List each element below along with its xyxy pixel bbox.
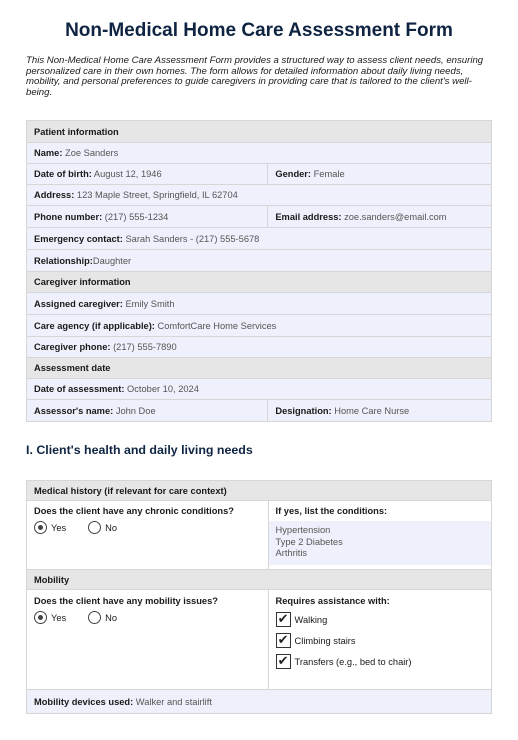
assessor-name-value: John Doe [115, 405, 156, 416]
assist-walking-option[interactable] [276, 612, 484, 627]
designation-label: Designation: [275, 405, 332, 416]
mobility-devices-label: Mobility devices used: [34, 696, 134, 707]
care-agency-value: ComfortCare Home Services [157, 320, 277, 331]
relationship-field[interactable] [27, 250, 492, 272]
phone-label: Phone number: [34, 211, 103, 222]
designation-field[interactable] [268, 400, 492, 422]
caregiver-phone-value: (217) 555-7890 [113, 342, 177, 352]
care-agency-field[interactable] [27, 315, 492, 337]
assessment-date-heading: Assessment date [27, 358, 492, 379]
chronic-yes-label: Yes [51, 522, 67, 533]
stairs-checkbox[interactable]: ✔ [276, 633, 291, 648]
name-field[interactable] [27, 143, 492, 164]
patient-info-table [26, 120, 492, 422]
chronic-no-label: No [105, 522, 118, 533]
mobility-heading: Mobility [27, 570, 492, 590]
relationship-value: Daughter [92, 255, 132, 266]
section-1-title: I. Client's health and daily living needs [26, 443, 253, 457]
gender-field[interactable] [268, 164, 492, 185]
mobility-yes-radio[interactable] [34, 611, 47, 624]
dob-label: Date of birth: [34, 169, 92, 179]
chronic-yes-option[interactable] [34, 521, 66, 534]
assist-stairs-option[interactable] [276, 633, 484, 648]
assigned-caregiver-field[interactable] [27, 293, 492, 315]
address-field[interactable] [27, 185, 492, 206]
form-title: Non-Medical Home Care Assessment Form [65, 20, 453, 41]
caregiver-info-heading: Caregiver information [27, 272, 492, 293]
assessment-date-value: October 10, 2024 [127, 384, 199, 394]
address-value: 123 Maple Street, Springfield, IL 62704 [76, 190, 238, 200]
chronic-no-option[interactable] [88, 521, 117, 534]
assessor-name-label: Assessor's name: [34, 405, 114, 416]
mobility-no-option[interactable] [88, 611, 117, 624]
emergency-contact-field[interactable] [27, 228, 492, 250]
patient-info-heading: Patient information [27, 121, 492, 143]
care-agency-label: Care agency (if applicable): [34, 320, 155, 331]
gender-value: Female [313, 169, 345, 179]
designation-value: Home Care Nurse [334, 405, 410, 416]
assessment-date-label: Date of assessment: [34, 384, 125, 394]
mobility-yes-option[interactable] [34, 611, 66, 624]
email-value: zoe.sanders@email.com [344, 211, 447, 222]
caregiver-phone-field[interactable] [27, 337, 492, 358]
address-label: Address: [34, 190, 75, 200]
health-needs-table [26, 480, 492, 714]
mobility-issues-question: Does the client have any mobility issues? [34, 596, 218, 606]
condition-item: Hypertension [275, 525, 331, 535]
assistance-label: Requires assistance with: [275, 596, 390, 606]
relationship-label: Relationship: [34, 255, 93, 266]
assigned-caregiver-value: Emily Smith [125, 298, 175, 309]
conditions-list-field[interactable] [269, 521, 491, 565]
phone-value: (217) 555-1234 [104, 211, 169, 222]
walking-label: Walking [294, 614, 328, 625]
emergency-contact-value: Sarah Sanders - (217) 555-5678 [125, 233, 260, 244]
emergency-contact-label: Emergency contact: [34, 233, 123, 244]
dob-field[interactable] [27, 164, 268, 185]
form-intro: This Non-Medical Home Care Assessment Form provides a structured way to assess client needs, ensuring personalized care in their own homes. The form allows for detailed information about daily living needs, mobility, and personal preferences to guide caregivers in providing care that is tailored to the client's well-being. [26, 55, 484, 98]
condition-item: Arthritis [275, 548, 308, 558]
transfers-checkbox[interactable]: ✔ [276, 654, 291, 669]
email-field[interactable] [268, 206, 492, 228]
chronic-yes-radio[interactable] [34, 521, 47, 534]
chronic-no-radio[interactable] [88, 521, 101, 534]
dob-value: August 12, 1946 [93, 169, 162, 179]
transfers-label: Transfers (e.g., bed to chair) [294, 656, 412, 667]
assessor-name-field[interactable] [27, 400, 268, 422]
assigned-caregiver-label: Assigned caregiver: [34, 298, 123, 309]
mobility-devices-value: Walker and stairlift [135, 696, 212, 707]
name-label: Name: [34, 148, 63, 158]
assessment-date-field[interactable] [27, 379, 492, 400]
assist-transfers-option[interactable] [276, 654, 484, 669]
condition-item: Type 2 Diabetes [275, 536, 343, 547]
mobility-no-label: No [105, 612, 118, 623]
walking-checkbox[interactable]: ✔ [276, 612, 291, 627]
email-label: Email address: [275, 211, 342, 222]
mobility-no-radio[interactable] [88, 611, 101, 624]
mobility-yes-label: Yes [51, 612, 67, 623]
chronic-conditions-question: Does the client have any chronic conditions? [34, 506, 234, 516]
mobility-devices-field[interactable] [27, 690, 492, 714]
phone-field[interactable] [27, 206, 268, 228]
stairs-label: Climbing stairs [294, 635, 356, 646]
name-value: Zoe Sanders [65, 148, 119, 158]
medical-history-heading: Medical history (if relevant for care context) [27, 481, 492, 501]
gender-label: Gender: [275, 169, 312, 179]
caregiver-phone-label: Caregiver phone: [34, 342, 111, 352]
conditions-list-label: If yes, list the conditions: [275, 506, 388, 516]
